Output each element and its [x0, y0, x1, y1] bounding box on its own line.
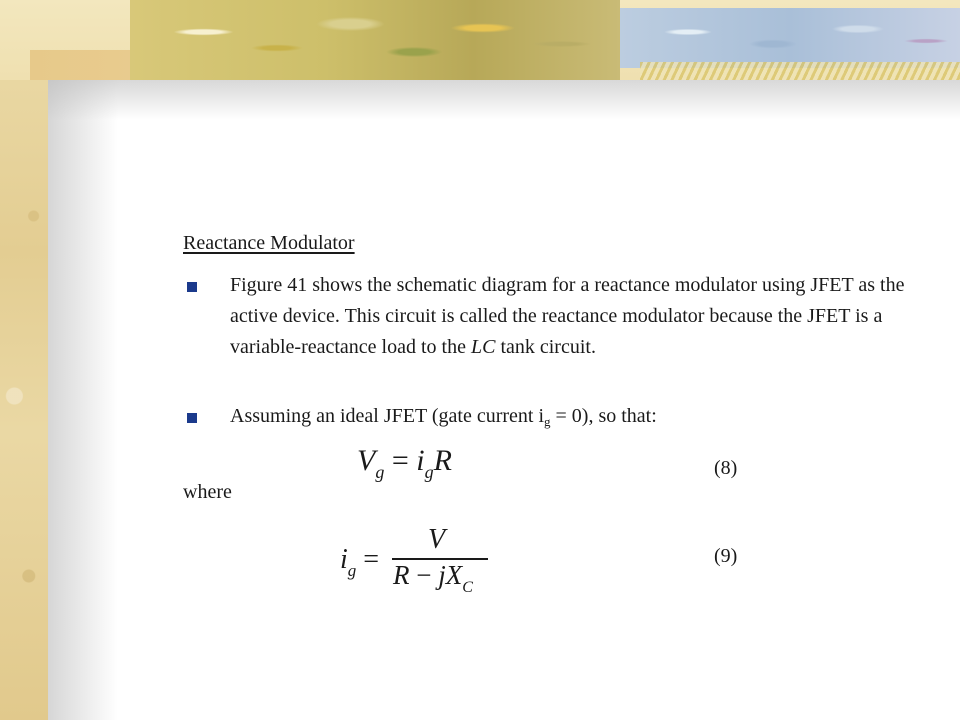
where-label: where — [183, 481, 232, 503]
equation-9-denominator: $R - jX_C$ — [393, 560, 473, 596]
equation-9-numerator: V — [428, 524, 446, 555]
equation-8-number: (8) — [714, 457, 738, 479]
bullet-square-icon — [187, 282, 197, 292]
bullet-text-2: Assuming an ideal JFET (gate current $i_g = 0$), so that: — [230, 405, 657, 429]
equation-8: $V_g = i_gR$ — [357, 444, 452, 482]
bullet-square-icon — [187, 413, 197, 423]
equation-9 — [340, 520, 500, 600]
equation-9-lhs: $i_g$ = — [340, 544, 380, 580]
slide-heading: Reactance Modulator — [183, 232, 355, 254]
equation-9-number: (9) — [714, 545, 738, 567]
bullet-text-1: Figure 41 shows the schematic diagram for a reactance modulator using JFET as the active device. This circuit is called the reactance modulator because the JFET is a variable-reactance load to the LC tank circuit. — [230, 274, 905, 358]
